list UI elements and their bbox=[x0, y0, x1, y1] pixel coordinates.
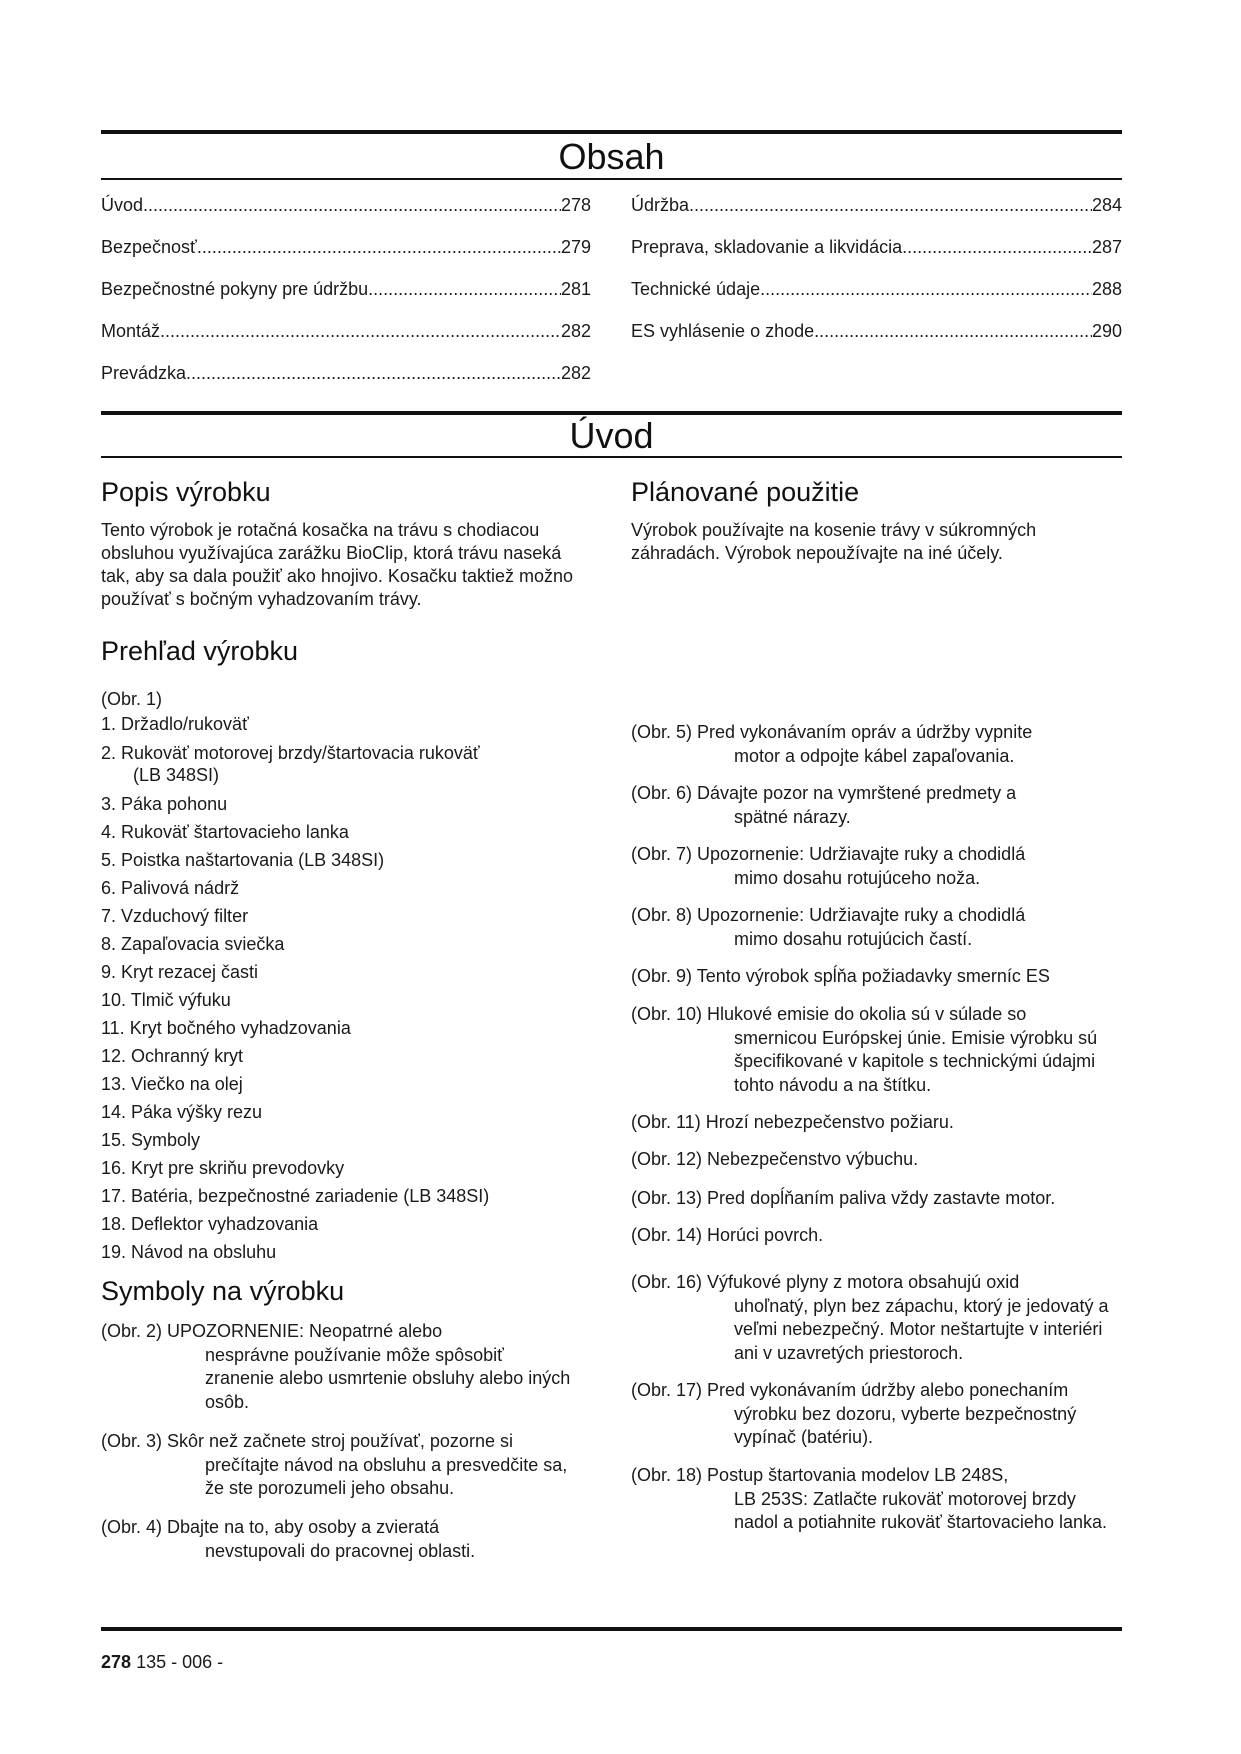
intro-title: Úvod bbox=[569, 415, 654, 456]
toc-bottom-rule bbox=[101, 178, 1122, 180]
symbols-heading: Symboly na výrobku bbox=[101, 1276, 345, 1306]
toc-entry[interactable]: Technické údaje ..... 288 bbox=[631, 278, 1122, 300]
overview-list bbox=[101, 710, 601, 1266]
list-item: 7. Vzduchový filter bbox=[101, 906, 249, 926]
symbol-entry: (Obr. 2) UPOZORNENIE: Neopatrné alebo nesprávne používanie môže spôsobiť zranenie alebo usmrtenie obsluhy alebo iných osôb. bbox=[101, 1321, 571, 1412]
list-item: 1. Držadlo/rukoväť bbox=[101, 714, 249, 734]
toc-entry[interactable]: Údržba ..... 284 bbox=[631, 194, 1122, 216]
symbol-entry: (Obr. 18) Postup štartovania modelov LB 248S, LB 253S: Zatlačte rukoväť motorovej brzdy nadol a potiahnite rukoväť štartovacieho lanka. bbox=[631, 1465, 1107, 1532]
intended-use-text: Výrobok používajte na kosenie trávy v súkromných záhradách. Výrobok nepoužívajte na iné účely. bbox=[631, 520, 1037, 563]
list-item: 11. Kryt bočného vyhadzovania bbox=[101, 1018, 351, 1038]
list-item: 3. Páka pohonu bbox=[101, 794, 228, 814]
symbol-entry: (Obr. 16) Výfukové plyny z motora obsahujú oxid uhoľnatý, plyn bez zápachu, ktorý je jedovatý a veľmi nebezpečný. Motor neštartujte v interiéri ani v uzavretých priestoroch. bbox=[631, 1272, 1109, 1363]
list-item: 19. Návod na obsluhu bbox=[101, 1242, 277, 1262]
symbol-entry: (Obr. 3) Skôr než začnete stroj používať, pozorne si prečítajte návod na obsluhu a presvedčite sa, že ste porozumeli jeho obsahu. bbox=[101, 1431, 568, 1498]
list-item: 14. Páka výšky rezu bbox=[101, 1102, 263, 1122]
symbol-entry: (Obr. 9) Tento výrobok spĺňa požiadavky smerníc ES bbox=[631, 966, 1050, 986]
description-heading: Popis výrobku bbox=[101, 477, 271, 507]
symbol-entry: (Obr. 11) Hrozí nebezpečenstvo požiaru. bbox=[631, 1112, 954, 1132]
list-item: 15. Symboly bbox=[101, 1130, 201, 1150]
symbol-entry: (Obr. 4) Dbajte na to, aby osoby a zvieratá nevstupovali do pracovnej oblasti. bbox=[101, 1517, 476, 1561]
intro-bottom-rule bbox=[101, 456, 1122, 458]
list-item: 16. Kryt pre skriňu prevodovky bbox=[101, 1158, 345, 1178]
toc-entry[interactable]: ES vyhlásenie o zhode ..... 290 bbox=[631, 320, 1122, 342]
list-item: 12. Ochranný kryt bbox=[101, 1046, 244, 1066]
symbol-entry: (Obr. 13) Pred dopĺňaním paliva vždy zastavte motor. bbox=[631, 1188, 1056, 1208]
list-item: 13. Viečko na olej bbox=[101, 1074, 243, 1094]
intended-use-heading: Plánované použitie bbox=[631, 477, 860, 507]
list-item: 18. Deflektor vyhadzovania bbox=[101, 1214, 319, 1234]
toc-entry[interactable]: Úvod ..... 278 bbox=[101, 194, 591, 216]
symbol-entry: (Obr. 6) Dávajte pozor na vymrštené predmety a spätné nárazy. bbox=[631, 783, 1017, 827]
toc-entry[interactable]: Preprava, skladovanie a likvidácia ..... 287 bbox=[631, 236, 1122, 258]
toc-entry[interactable]: Bezpečnosť ..... 279 bbox=[101, 236, 591, 258]
footer-rule bbox=[101, 1627, 1122, 1631]
list-item: 6. Palivová nádrž bbox=[101, 878, 240, 898]
toc-entry[interactable]: Montáž ..... 282 bbox=[101, 320, 591, 342]
symbol-entry: (Obr. 8) Upozornenie: Udržiavajte ruky a chodidlá mimo dosahu rotujúcich častí. bbox=[631, 905, 1026, 949]
symbol-entry: (Obr. 5) Pred vykonávaním opráv a údržby vypnite motor a odpojte kábel zapaľovania. bbox=[631, 722, 1033, 766]
toc-top-rule bbox=[101, 130, 1122, 134]
list-item: 5. Poistka naštartovania (LB 348SI) bbox=[101, 850, 385, 870]
overview-heading: Prehľad výrobku bbox=[101, 636, 298, 666]
list-item: 2. Rukoväť motorovej brzdy/štartovacia rukoväť (LB 348SI) bbox=[101, 743, 480, 785]
list-item: 8. Zapaľovacia sviečka bbox=[101, 934, 285, 954]
symbol-entry: (Obr. 17) Pred vykonávaním údržby alebo ponechaním výrobku bez dozoru, vyberte bezpečnostný vypínač (batériu). bbox=[631, 1380, 1077, 1447]
overview-ref: (Obr. 1) bbox=[101, 689, 163, 709]
doc-code: 135 - 006 - bbox=[136, 1652, 224, 1672]
symbol-entry: (Obr. 10) Hlukové emisie do okolia sú v súlade so smernicou Európskej únie. Emisie výrobku sú špecifikované v kapitole s technickými údajmi tohto návodu a na štítku. bbox=[631, 1004, 1098, 1095]
list-item: 4. Rukoväť štartovacieho lanka bbox=[101, 822, 349, 842]
list-item: 10. Tlmič výfuku bbox=[101, 990, 231, 1010]
symbol-entry: (Obr. 7) Upozornenie: Udržiavajte ruky a chodidlá mimo dosahu rotujúceho noža. bbox=[631, 844, 1026, 888]
page-number: 278 bbox=[101, 1652, 132, 1672]
page-footer bbox=[101, 1651, 223, 1673]
toc-entry[interactable]: Bezpečnostné pokyny pre údržbu ..... 281 bbox=[101, 278, 591, 300]
symbol-entry: (Obr. 12) Nebezpečenstvo výbuchu. bbox=[631, 1149, 919, 1169]
symbol-entry: (Obr. 14) Horúci povrch. bbox=[631, 1225, 824, 1245]
list-item: 17. Batéria, bezpečnostné zariadenie (LB 348SI) bbox=[101, 1186, 490, 1206]
toc-entry[interactable]: Prevádzka ..... 282 bbox=[101, 362, 591, 384]
description-text: Tento výrobok je rotačná kosačka na trávu s chodiacou obsluhou využívajúca zarážku BioClip, ktorá trávu naseká tak, aby sa dala použiť ako hnojivo. Kosačku taktiež možno používať s bočným vyhadzovaním trávy. bbox=[101, 520, 574, 609]
list-item: 9. Kryt rezacej časti bbox=[101, 962, 259, 982]
toc-title: Obsah bbox=[558, 136, 665, 177]
